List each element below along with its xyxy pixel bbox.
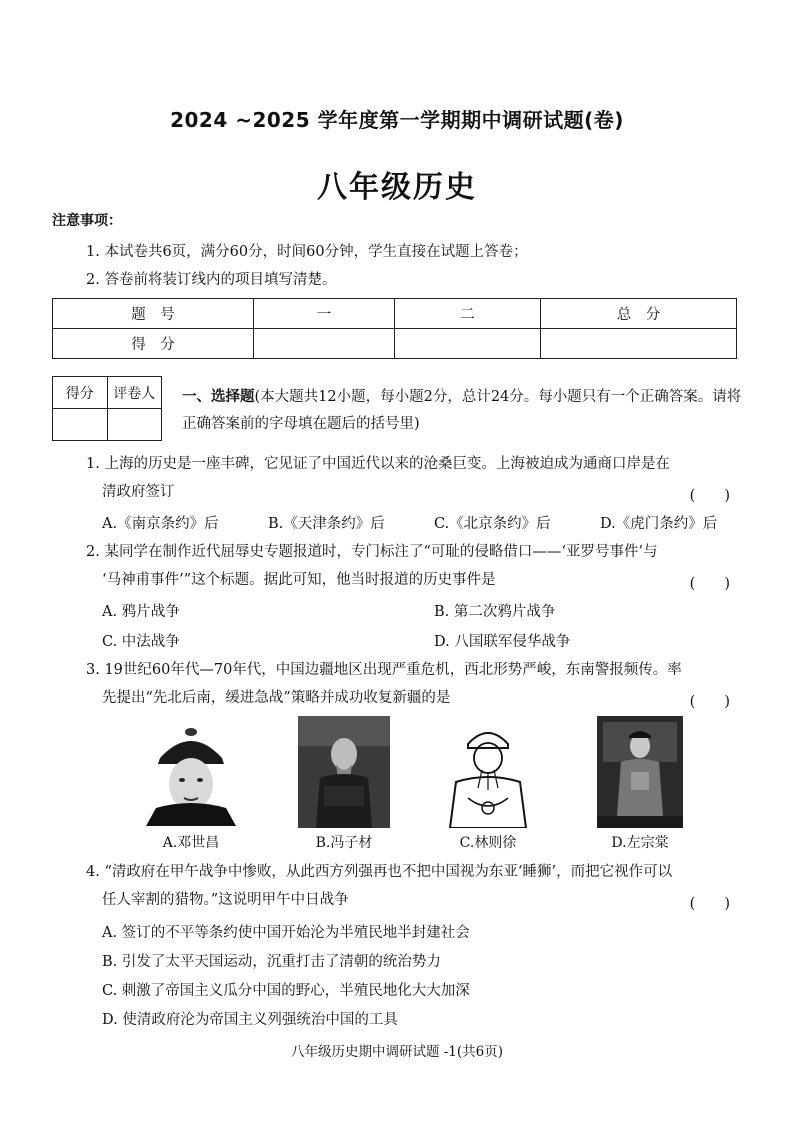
grader-score-label: 得分: [53, 377, 108, 409]
note-item: 2. 答卷前将装订线内的项目填写清楚。: [86, 272, 337, 288]
option-d[interactable]: D.《虎门条约》后: [600, 516, 718, 532]
option-c[interactable]: C.《北京条约》后: [434, 516, 551, 532]
option-a[interactable]: A.邓世昌: [162, 835, 220, 851]
question-stem: 清政府签订: [102, 484, 175, 500]
option-a[interactable]: A.《南京条约》后: [102, 516, 219, 532]
option-c[interactable]: C.林则徐: [459, 835, 517, 851]
question-stem: ‘马神甫事件’”这个标题。据此可知，他当时报道的历史事件是: [102, 572, 496, 588]
score-cell[interactable]: [254, 329, 395, 359]
total-score-cell[interactable]: [541, 329, 737, 359]
option-c[interactable]: C. 中法战争: [102, 634, 180, 650]
answer-blank[interactable]: ( ): [689, 576, 730, 592]
section-heading: [182, 384, 742, 438]
option-d[interactable]: D.左宗棠: [611, 835, 669, 851]
note-item: 1. 本试卷共6页，满分60分，时间60分钟，学生直接在试题上答卷；: [86, 244, 528, 260]
answer-blank[interactable]: ( ): [689, 488, 730, 504]
option-a[interactable]: A. 鸦片战争: [102, 604, 180, 620]
section-title: 一、选择题: [182, 389, 255, 405]
score-table-header: 一: [254, 299, 395, 329]
score-table-header: 二: [395, 299, 541, 329]
question-stem: 1. 上海的历史是一座丰碑，它见证了中国近代以来的沧桑巨变。上海被迫成为通商口岸是在: [86, 456, 670, 472]
option-b[interactable]: B. 引发了太平天国运动，沉重打击了清朝的统治势力: [102, 954, 441, 970]
question-2: [86, 538, 736, 594]
option-a[interactable]: A. 签订的不平等条约使中国开始沦为半殖民地半封建社会: [102, 925, 470, 941]
question-stem: 2. 某同学在制作近代屈辱史专题报道时，专门标注了“可耻的侵略借口——‘亚罗号事件’与: [86, 544, 658, 560]
question-1: [86, 450, 736, 506]
portrait-deng-shichang[interactable]: [146, 718, 236, 826]
notes-heading: 注意事项：: [52, 213, 122, 229]
question-3: [86, 656, 736, 712]
score-table-header: 总 分: [541, 299, 737, 329]
score-cell[interactable]: [395, 329, 541, 359]
answer-blank[interactable]: ( ): [689, 896, 730, 912]
grader-table: [52, 376, 162, 441]
question-4: [86, 858, 736, 914]
portrait-zuo-zongtang[interactable]: [597, 716, 683, 828]
portrait-lin-zexu[interactable]: [446, 718, 530, 828]
score-row-label: 得 分: [53, 329, 254, 359]
section-description: (本大题共12小题，每小题2分，总计24分。每小题只有一个正确答案。请将正确答案前的字母填在题后的括号里): [182, 389, 742, 432]
exam-subject: 八年级历史: [317, 170, 477, 205]
score-table-header: 题 号: [53, 299, 254, 329]
question-stem: 4. “清政府在甲午战争中惨败，从此西方列强再也不把中国视为东亚‘睡狮’，而把它视作可以: [86, 864, 673, 880]
question-stem: 先提出“先北后南，缓进急战”策略并成功收复新疆的是: [102, 690, 451, 706]
option-b[interactable]: B.冯子材: [315, 835, 373, 851]
question-stem: 任人宰割的猎物。”这说明甲午中日战争: [102, 892, 349, 908]
grader-name-label: 评卷人: [107, 377, 162, 409]
option-b[interactable]: B. 第二次鸦片战争: [434, 604, 556, 620]
grader-name-cell[interactable]: [107, 409, 162, 441]
option-d[interactable]: D. 八国联军侵华战争: [434, 634, 571, 650]
exam-title: 2024 ~2025 学年度第一学期期中调研试题(卷): [170, 108, 624, 132]
question-stem: 3. 19世纪60年代—70年代，中国边疆地区出现严重危机，西北形势严峻，东南警报频传。率: [86, 662, 682, 678]
grader-score-cell[interactable]: [53, 409, 108, 441]
page-footer: 八年级历史期中调研试题 -1(共6页): [290, 1044, 504, 1060]
portrait-feng-zicai[interactable]: [298, 716, 390, 828]
score-table: [52, 298, 737, 359]
option-c[interactable]: C. 刺激了帝国主义瓜分中国的野心，半殖民地化大大加深: [102, 983, 470, 999]
option-b[interactable]: B.《天津条约》后: [268, 516, 385, 532]
option-d[interactable]: D. 使清政府沦为帝国主义列强统治中国的工具: [102, 1012, 398, 1028]
answer-blank[interactable]: ( ): [689, 694, 730, 710]
